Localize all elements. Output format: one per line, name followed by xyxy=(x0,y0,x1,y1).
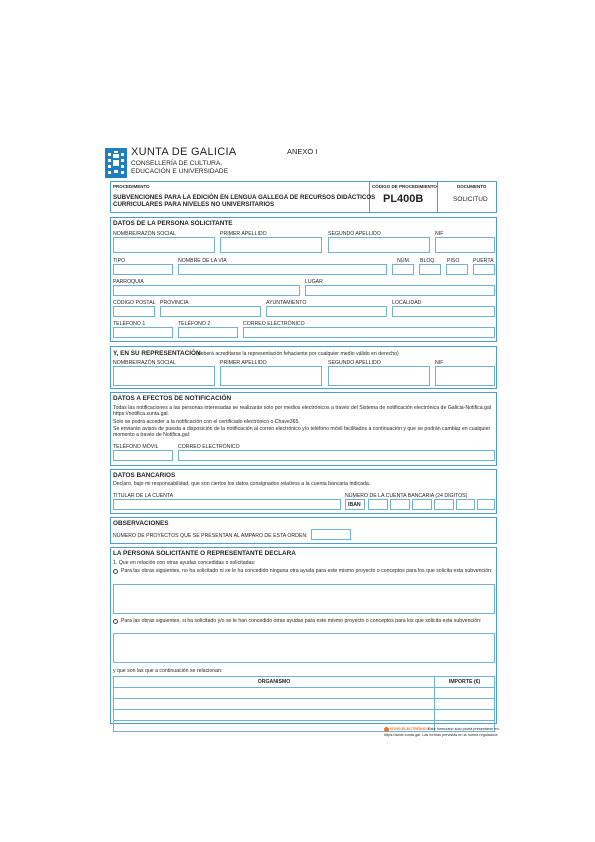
door-label: PUERTA xyxy=(473,258,494,264)
type-field[interactable] xyxy=(113,264,173,275)
org-name: XUNTA DE GALICIA xyxy=(131,146,237,158)
rep-surname1-label: PRIMER APELLIDO xyxy=(220,360,267,366)
name-field[interactable] xyxy=(113,237,215,253)
procedure-title-2: CURRICULARES PARA NIVELES NO UNIVERSITARIOS xyxy=(113,201,275,208)
account-block-2[interactable] xyxy=(390,499,410,510)
procedure-label: PROCEDIMENTO xyxy=(113,184,150,189)
postal-label: CÓDIGO POSTAL xyxy=(113,300,156,306)
projects-field[interactable] xyxy=(311,529,351,540)
phone1-field[interactable] xyxy=(113,327,173,338)
floor-label: PISO xyxy=(447,258,460,264)
notification-title: DATOS A EFECTOS DE NOTIFICACIÓN xyxy=(113,395,232,402)
holder-label: TITULAR DE LA CUENTA xyxy=(113,493,174,499)
mobile-field[interactable] xyxy=(113,450,173,461)
nif-field[interactable] xyxy=(435,237,495,253)
account-block-6[interactable] xyxy=(477,499,495,510)
option1-text: Para las obras siguientes, no ha solicitado ni se le ha concedido ninguna otra ayuda para este mismo proyecto o conceptos para los que solicita esta subvención: xyxy=(121,568,493,574)
place-field[interactable] xyxy=(305,285,495,296)
name-label: NOMBRE/RAZÓN SOCIAL xyxy=(113,231,176,237)
block-field[interactable] xyxy=(419,264,441,275)
locality-field[interactable] xyxy=(392,306,495,317)
notif-email-field[interactable] xyxy=(178,450,495,461)
representative-title: Y, EN SU REPRESENTACIÓN xyxy=(113,350,201,357)
bank-title: DATOS BANCARIOS xyxy=(113,472,176,479)
observations-title: OBSERVACIONES xyxy=(113,520,169,527)
phone2-field[interactable] xyxy=(178,327,238,338)
org-cell[interactable] xyxy=(114,699,435,710)
dept-line1: CONSELLERÍA DE CULTURA, xyxy=(131,160,223,167)
holder-field[interactable] xyxy=(113,499,341,510)
table-header-row xyxy=(114,677,495,688)
account-block-3[interactable] xyxy=(412,499,432,510)
council-label: AYUNTAMIENTO xyxy=(266,300,307,306)
org-cell[interactable] xyxy=(114,710,435,721)
col-importe: IMPORTE (€) xyxy=(435,677,495,688)
document-value: SOLICITUD xyxy=(453,196,488,203)
aids-table xyxy=(113,676,495,732)
rep-surname1-field[interactable] xyxy=(220,366,322,386)
num-field[interactable] xyxy=(392,264,414,275)
declares-title: LA PERSONA SOLICITANTE O REPRESENTANTE DECLARA xyxy=(113,550,296,557)
table-row xyxy=(114,688,495,699)
account-block-4[interactable] xyxy=(434,499,454,510)
dept-line2: EDUCACIÓN E UNIVERSIDADE xyxy=(131,168,229,175)
rep-name-label: NOMBRE/RAZÓN SOCIAL xyxy=(113,360,176,366)
nif-label: NIF xyxy=(435,231,444,237)
rep-nif-label: NIF xyxy=(435,360,444,366)
amount-cell[interactable] xyxy=(435,710,495,721)
table-row xyxy=(114,699,495,710)
seal-text: ISO50 ELECTRÓNICO xyxy=(390,727,430,731)
applicant-title: DATOS DE LA PERSONA SOLICITANTE xyxy=(113,220,233,227)
col-organismo: ORGANISMO xyxy=(114,677,435,688)
type-label: TIPO xyxy=(113,258,126,264)
footer-line1: Este formulario solo podrá presentarse en xyxy=(428,727,499,731)
province-label: PROVINCIA xyxy=(160,300,189,306)
phone2-label: TELÉFONO 2 xyxy=(178,321,211,327)
notification-p2: Solo se podrá acceder a la notificación con el certificado electrónico o Chave365. xyxy=(113,419,300,425)
account-label: NÚMERO DE LA CUENTA BANCARIA (24 DÍGITOS) xyxy=(345,493,468,499)
option2-radio[interactable] xyxy=(113,619,118,624)
seal-icon xyxy=(384,727,389,732)
account-block-5[interactable] xyxy=(456,499,475,510)
email-field[interactable] xyxy=(243,327,495,338)
rep-surname2-field[interactable] xyxy=(328,366,430,386)
procedure-title-1: SUBVENCIONES PARA LA EDICIÓN EN LENGUA GALLEGA DE RECURSOS DIDÁCTICOS xyxy=(113,194,376,201)
postal-field[interactable] xyxy=(113,306,155,317)
phone1-label: TELÉFONO 1 xyxy=(113,321,146,327)
annex-title: ANEXO I xyxy=(287,147,318,156)
iban-label: IBAN xyxy=(348,502,361,508)
mobile-label: TELÉFONO MÓVIL xyxy=(113,444,159,450)
province-field[interactable] xyxy=(160,306,261,317)
account-block-1[interactable] xyxy=(368,499,388,510)
street-label: NOMBRE DE LA VÍA xyxy=(178,258,227,264)
email-label: CORREO ELECTRÓNICO xyxy=(243,321,305,327)
amount-cell[interactable] xyxy=(435,699,495,710)
notification-p3: Se enviarán avisos de puesta a disposición de la notificación al correo electrónico y/o teléfono móvil facilitados a continuación y que se podrán cambiar en cualquier momento a través de Notifica.gal: xyxy=(113,426,491,439)
xunta-logo-icon xyxy=(105,148,127,178)
representative-note: (deberá acreditarse la representación fehaciente por cualquier medio válido en derecho) xyxy=(196,351,399,357)
street-field[interactable] xyxy=(178,264,387,275)
declares-q1: 1. Que en relación con otras ayudas concedidas o solicitadas: xyxy=(113,560,256,566)
rep-name-field[interactable] xyxy=(113,366,215,386)
declares-listed: y que son las que a continuación se relacionan: xyxy=(113,668,223,674)
bank-declaration: Declaro, bajo mi responsabilidad, que son ciertos los datos consignados relativos a la cuenta bancaria indicada. xyxy=(113,481,371,487)
floor-field[interactable] xyxy=(446,264,468,275)
iban-field[interactable] xyxy=(345,499,365,510)
notif-email-label: CORREO ELECTRÓNICO xyxy=(178,444,240,450)
option1-works-field[interactable] xyxy=(113,584,495,614)
procedure-code: PL400B xyxy=(383,193,424,205)
amount-cell[interactable] xyxy=(435,688,495,699)
surname1-label: PRIMER APELLIDO xyxy=(220,231,267,237)
block-label: BLOQ. xyxy=(420,258,436,264)
option2-text: Para las obras siguientes, si ha solicitado y/o se le han concedido otras ayudas para este mismo proyecto o conceptos para los que solicita esta subvención: xyxy=(121,618,482,624)
surname2-field[interactable] xyxy=(328,237,430,253)
procedure-code-label: CÓDIGO DE PROCEDIMIENTO xyxy=(372,184,437,189)
projects-label: NÚMERO DE PROYECTOS QUE SE PRESENTAN AL AMPARO DE ESTA ORDEN: xyxy=(113,533,308,539)
locality-label: LOCALIDAD xyxy=(392,300,422,306)
surname2-label: SEGUNDO APELLIDO xyxy=(328,231,381,237)
parish-label: PARROQUIA xyxy=(113,279,144,285)
num-label: NÚM. xyxy=(397,258,411,264)
rep-nif-field[interactable] xyxy=(435,366,495,386)
notification-p1: Todas las notificaciones a las personas interesadas se realizarán solo por medios electrónicos a través del Sistema de notificación electrónica de Galicia-Notifica.gal https://notifica.xunta.gal. xyxy=(113,405,492,418)
org-cell[interactable] xyxy=(114,688,435,699)
council-field[interactable] xyxy=(266,306,387,317)
surname1-field[interactable] xyxy=(220,237,322,253)
document-label: DOCUMENTO xyxy=(457,184,487,189)
parish-field[interactable] xyxy=(113,285,300,296)
option2-works-field[interactable] xyxy=(113,633,495,663)
rep-surname2-label: SEGUNDO APELLIDO xyxy=(328,360,381,366)
table-row xyxy=(114,710,495,721)
divider xyxy=(437,181,438,213)
footer-line2: https://sede.xunta.gal. Las formas previstas en la norma reguladora xyxy=(384,733,498,737)
door-field[interactable] xyxy=(473,264,495,275)
option1-radio[interactable] xyxy=(113,569,118,574)
place-label: LUGAR xyxy=(305,279,323,285)
